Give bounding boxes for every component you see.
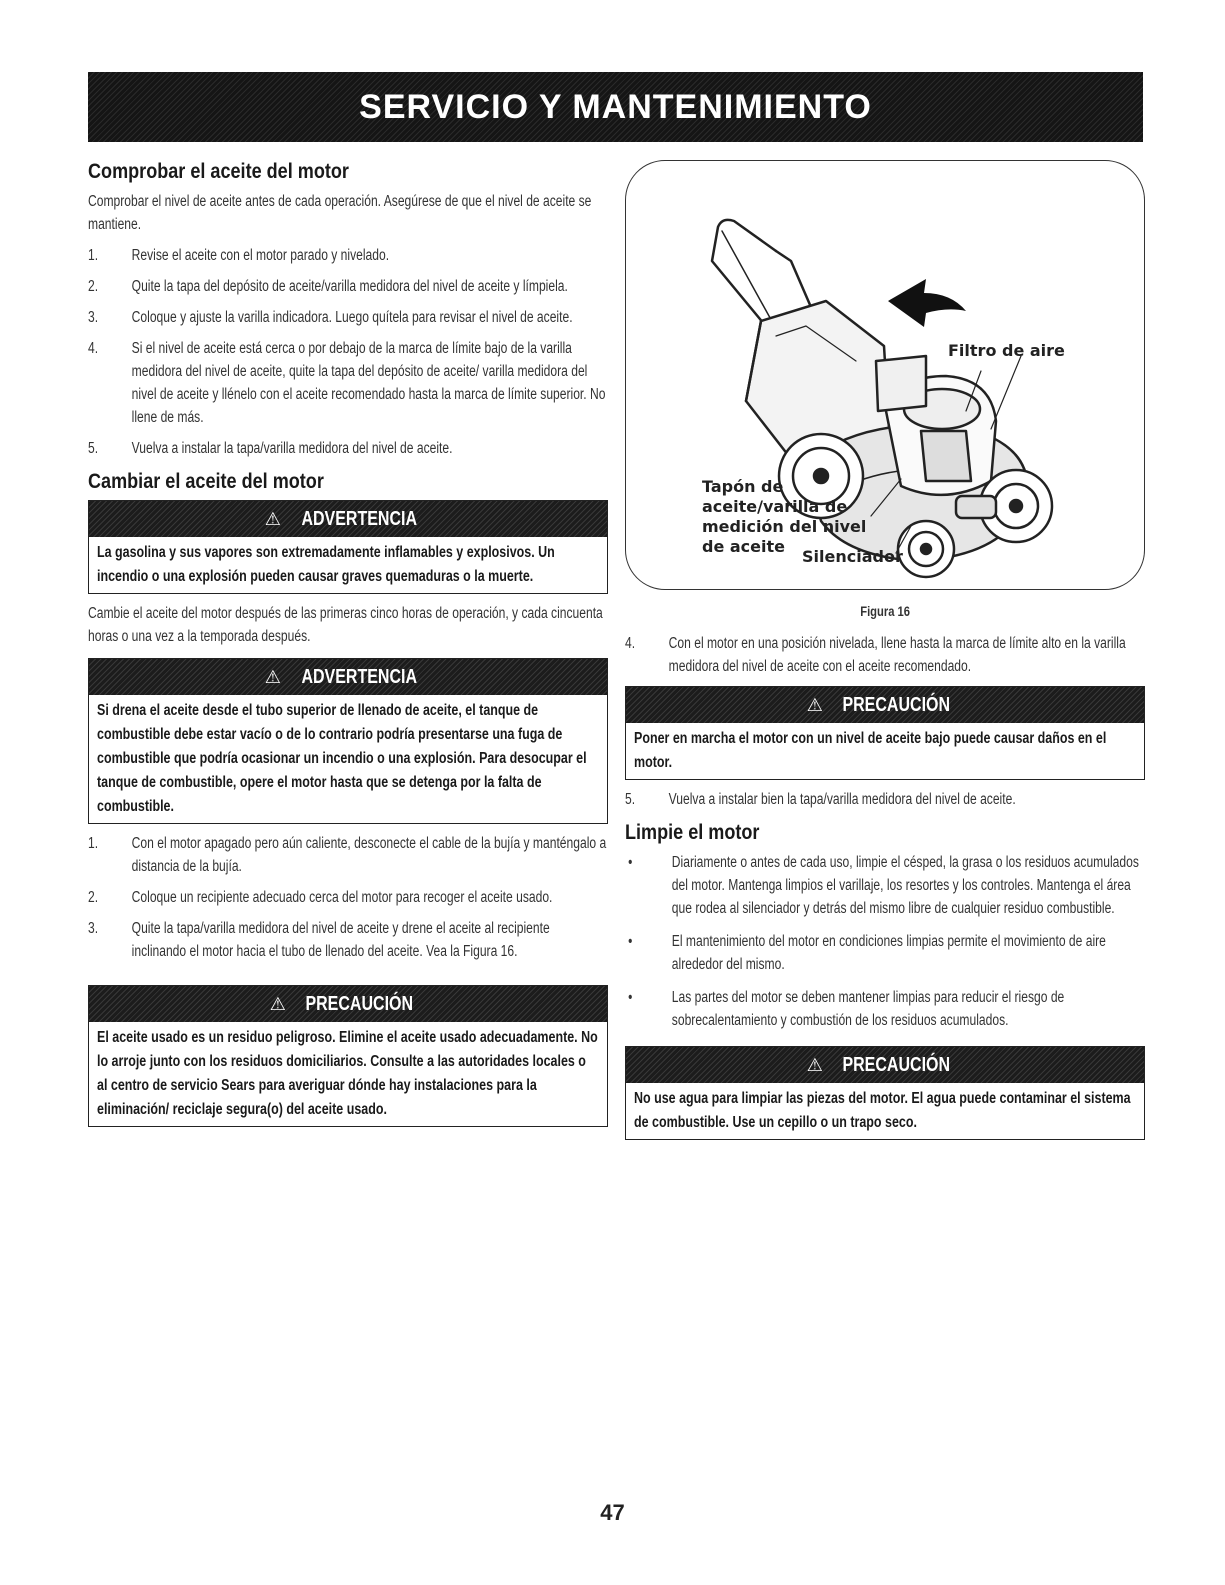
list-item <box>88 337 607 429</box>
warning-header <box>89 659 607 695</box>
change-oil-intro: Cambie el aceite del motor después de las primeras cinco horas de operación, y cada cincuenta horas o una vez a la temporada después. <box>88 605 603 645</box>
warning-header <box>89 501 607 537</box>
caution-box-low-oil <box>625 686 1145 780</box>
step-text: Vuelva a instalar bien la tapa/varilla medidora del nivel de aceite. <box>668 791 1016 808</box>
check-oil-steps <box>88 244 607 460</box>
section-banner <box>88 72 1143 142</box>
list-item <box>88 244 607 267</box>
list-item <box>625 851 1144 920</box>
check-oil-intro: Comprobar el nivel de aceite antes de cada operación. Asegúrese de que el nivel de aceite se mantiene. <box>88 193 592 233</box>
step-number: 4. <box>88 340 99 357</box>
warning-text: Si drena el aceite desde el tubo superior de llenado de aceite, el tanque de combustible debe estar vacío o de lo contrario podría presentarse una fuga de combustible que podría ocasionar un incendio o una explosión. Para desocupar el tanque de combustible, opere el motor hasta que se detenga por la falta de combustible. <box>97 702 587 815</box>
caution-title: PRECAUCIÓN <box>305 992 413 1015</box>
warning-body <box>89 695 607 823</box>
change-oil-steps <box>88 832 607 963</box>
warning-box-fuel <box>88 500 608 594</box>
label-oil-cap-line4: de aceite <box>702 537 785 556</box>
list-item <box>625 930 1144 976</box>
warning-triangle-icon: ⚠ <box>264 508 281 529</box>
caution-body <box>89 1022 607 1126</box>
step-number: 3. <box>88 920 99 937</box>
caution-body <box>626 723 1144 779</box>
step-number: 5. <box>88 440 99 457</box>
heading-change-oil: Cambiar el aceite del motor <box>88 470 324 493</box>
bullet-text: El mantenimiento del motor en condiciones limpias permite el movimiento de aire alrededor del mismo. <box>671 933 1106 973</box>
caution-body <box>626 1083 1144 1139</box>
bullet-mark: • <box>628 989 633 1006</box>
bullet-mark: • <box>628 854 633 871</box>
step-number: 4. <box>625 635 636 652</box>
caution-title: PRECAUCIÓN <box>842 1053 950 1076</box>
step-text: Revise el aceite con el motor parado y nivelado. <box>131 247 390 264</box>
list-item <box>88 437 607 460</box>
right-column <box>625 632 1145 1148</box>
list-item <box>625 986 1144 1032</box>
caution-text: El aceite usado es un residuo peligroso. Elimine el aceite usado adecuadamente. No lo arroje junto con los residuos domiciliarios. Consulte a las autoridades locales o al centro de servicio Sears para averiguar dónde hay instalaciones para la eliminación/ reciclaje segura(o) del aceite usado. <box>97 1029 598 1118</box>
warning-body <box>89 537 607 593</box>
clean-engine-body <box>625 851 1144 1032</box>
warning-text: La gasolina y sus vapores son extremadamente inflamables y explosivos. Un incendio o una explosión pueden causar graves quemaduras o la muerte. <box>97 544 555 585</box>
warning-triangle-icon: ⚠ <box>806 1054 823 1075</box>
warning-box-drain <box>88 658 608 824</box>
list-item <box>88 306 607 329</box>
bullet-text: Diariamente o antes de cada uso, limpie el césped, la grasa o los residuos acumulados del motor. Mantenga limpios el varillaje, los resortes y los controles. Mantenga el área que rodea al silenciador y detrás del mismo libre de cualquier residuo combustible. <box>671 854 1139 917</box>
change-oil-intro-wrap <box>88 602 607 648</box>
label-oil-cap-line1: Tapón de <box>702 477 784 496</box>
caution-header <box>626 1047 1144 1083</box>
caution-text: No use agua para limpiar las piezas del motor. El agua puede contaminar el sistema de combustible. Use un cepillo o un trapo seco. <box>634 1090 1131 1131</box>
step-number: 5. <box>625 791 636 808</box>
left-column <box>88 160 608 1135</box>
step-number: 2. <box>88 889 99 906</box>
step-number: 3. <box>88 309 99 326</box>
label-oil-cap-line2: aceite/varilla de <box>702 497 848 516</box>
step5-wrap <box>625 788 1144 811</box>
change-oil-body <box>88 832 607 963</box>
heading-clean-engine: Limpie el motor <box>625 821 760 844</box>
caution-header <box>626 687 1144 723</box>
step-text: Quite la tapa/varilla medidora del nivel de aceite y drene el aceite al recipiente inclinando el motor hacia el tubo de llenado del aceite. Vea la Figura 16. <box>131 920 550 960</box>
step-text: Con el motor apagado pero aún caliente, desconecte el cable de la bujía y manténgalo a distancia de la bujía. <box>131 835 607 875</box>
figure-16 <box>625 160 1145 590</box>
step-text: Coloque un recipiente adecuado cerca del motor para recoger el aceite usado. <box>131 889 553 906</box>
list-item <box>88 886 607 909</box>
step-text: Vuelva a instalar la tapa/varilla medidora del nivel de aceite. <box>131 440 453 457</box>
list-item <box>625 632 1144 678</box>
warning-title: ADVERTENCIA <box>301 665 417 688</box>
warning-triangle-icon: ⚠ <box>806 694 823 715</box>
heading-check-oil: Comprobar el aceite del motor <box>88 160 349 183</box>
caution-box-no-water <box>625 1046 1145 1140</box>
list-item <box>88 832 607 878</box>
step4-wrap <box>625 632 1144 678</box>
figure-caption-text: Figura 16 <box>860 603 910 619</box>
list-item <box>625 788 1144 811</box>
label-oil-cap-line3: medición del nivel <box>702 517 867 536</box>
figure-caption <box>625 603 1145 619</box>
warning-title: ADVERTENCIA <box>301 507 417 530</box>
caution-box-used-oil <box>88 985 608 1127</box>
clean-engine-bullets <box>625 851 1144 1032</box>
list-item <box>88 275 607 298</box>
check-oil-body <box>88 190 607 460</box>
step-text: Si el nivel de aceite está cerca o por debajo de la marca de límite bajo de la varilla medidora del nivel de aceite, quite la tapa del depósito de aceite/ varilla medidora del nivel de aceite y llénelo con el aceite recomendado hasta la marca de límite superior. No llene de más. <box>131 340 606 426</box>
bullet-mark: • <box>628 933 633 950</box>
warning-triangle-icon: ⚠ <box>269 993 286 1014</box>
label-air-filter: Filtro de aire <box>948 341 1065 360</box>
step-text: Quite la tapa del depósito de aceite/varilla medidora del nivel de aceite y límpiela. <box>131 278 568 295</box>
bullet-text: Las partes del motor se deben mantener limpias para reducir el riesgo de sobrecalentamiento y combustión de los residuos acumulados. <box>671 989 1065 1029</box>
banner-title: SERVICIO Y MANTENIMIENTO <box>359 87 872 126</box>
caution-header <box>89 986 607 1022</box>
list-item <box>88 917 607 963</box>
page-number: 47 <box>600 1500 625 1525</box>
warning-triangle-icon: ⚠ <box>264 666 281 687</box>
caution-title: PRECAUCIÓN <box>842 693 950 716</box>
arrow-icon <box>888 279 966 327</box>
step-number: 2. <box>88 278 99 295</box>
step-text: Coloque y ajuste la varilla indicadora. Luego quítela para revisar el nivel de aceite. <box>131 309 573 326</box>
step-text: Con el motor en una posición nivelada, llene hasta la marca de límite alto en la varilla medidora del nivel de aceite con el aceite recomendado. <box>668 635 1126 675</box>
caution-text: Poner en marcha el motor con un nivel de aceite bajo puede causar daños en el motor. <box>634 730 1107 771</box>
label-muffler: Silenciador <box>802 547 903 566</box>
step-number: 1. <box>88 835 99 852</box>
step-number: 1. <box>88 247 99 264</box>
